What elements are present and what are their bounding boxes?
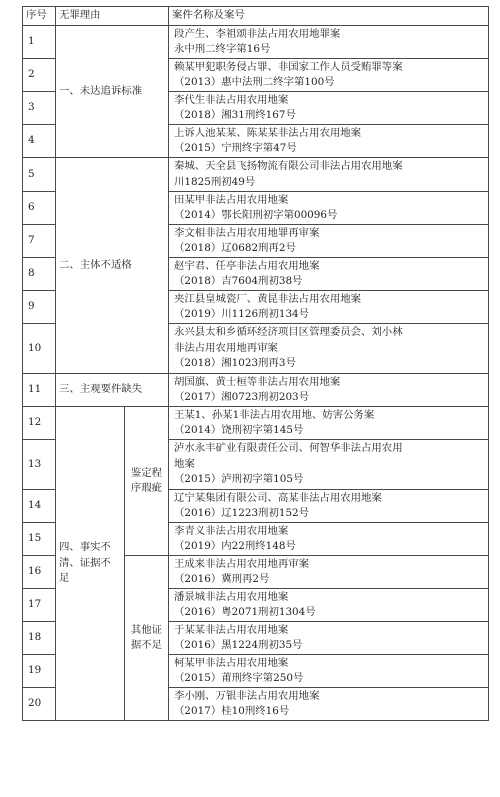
row-number: 11 [23,374,56,407]
case-cell [169,655,489,688]
case-name-cont: 地案 [174,457,195,470]
case-cell [169,556,489,589]
row-number: 6 [23,192,56,225]
case-number: 川1825刑初49号 [174,175,256,188]
case-number: （2015）莆刑终字第250号 [174,672,304,684]
case-cell [169,324,489,374]
case-number: （2016）黑1224刑初35号 [174,639,303,651]
case-name: 赖某甲犯职务侵占罪、非国家工作人员受贿罪等案 [174,60,403,73]
row-number: 16 [23,556,56,589]
case-cell [169,622,489,655]
case-number: （2016）粤2071刑初1304号 [174,606,316,618]
case-cell [169,225,489,258]
header-row [23,7,489,26]
case-name: 柯某甲非法占用农用地案 [174,656,289,669]
case-name: 夹江县皇城瓷厂、黄昆非法占用农用地案 [174,292,362,305]
row-number: 2 [23,59,56,92]
case-cell [169,589,489,622]
case-number: （2018）辽0682刑再2号 [174,242,296,254]
case-name: 赵宇君、任亭非法占用农用地案 [174,259,320,272]
reason-group-1: 一、未达追诉标准 [56,26,169,158]
case-number: （2018）湘31刑终167号 [174,109,296,121]
case-cell [169,258,489,291]
case-cell [169,92,489,125]
case-number: （2017）桂10刑终16号 [174,705,290,717]
case-number: （2018）吉7604刑初38号 [174,275,303,287]
reason-subgroup-other-evidence: 其他证据不足 [125,556,169,721]
case-cell [169,158,489,192]
row-number: 5 [23,158,56,192]
case-name: 泸水永丰矿业有限责任公司、何智华非法占用农用 [174,442,403,455]
case-cell [169,59,489,92]
case-number: （2014）饶刑初字第145号 [174,424,304,436]
row-number: 17 [23,589,56,622]
case-name: 秦城、天全县飞扬物流有限公司非法占用农用地案 [174,160,403,172]
case-number: （2015）宁刑终字第47号 [174,142,297,154]
case-name: 李小刚、万银非法占用农用地案 [174,689,320,702]
table-row [23,158,489,192]
row-number: 19 [23,655,56,688]
row-number: 9 [23,291,56,324]
reason-group-3: 三、主观要件缺失 [56,374,169,407]
case-name: 李代生非法占用农用地案 [174,93,289,106]
case-cell [169,192,489,225]
row-number: 12 [23,407,56,440]
case-number: （2017）湘0723刑初203号 [174,391,310,403]
case-number: 永中刑二终字第16号 [174,43,271,55]
case-number: （2016）辽1223刑初152号 [174,507,310,519]
reason-group-4: 四、事实不清、证据不足 [56,407,125,721]
reason-group-2: 二、主体不适格 [56,158,169,374]
case-name: 胡国旗、黄士桓等非法占用农用地案 [174,375,341,388]
case-cell [169,490,489,523]
row-number: 14 [23,490,56,523]
case-name-cont: 非法占用农用地再审案 [174,341,278,354]
header-reason: 无罪理由 [56,7,169,26]
case-name: 李青义非法占用农用地案 [174,524,289,537]
case-number: （2015）泸刑初字第105号 [174,473,304,486]
row-number: 20 [23,688,56,721]
case-cell [169,374,489,407]
case-number: （2018）湘1023刑再3号 [174,357,296,370]
case-number: （2016）冀刑再2号 [174,573,270,585]
row-number: 15 [23,523,56,556]
row-number: 13 [23,440,56,490]
case-cell [169,125,489,158]
row-number: 4 [23,125,56,158]
row-number: 18 [23,622,56,655]
case-cell [169,26,489,59]
row-number: 8 [23,258,56,291]
case-cell [169,407,489,440]
case-name: 王某1、孙某1非法占用农用地、妨害公务案 [174,408,375,421]
case-number: （2019）川1126刑初134号 [174,308,310,320]
case-name: 李文相非法占用农用地罪再审案 [174,226,320,239]
case-cell [169,291,489,324]
row-number: 1 [23,26,56,59]
row-number: 7 [23,225,56,258]
row-number: 3 [23,92,56,125]
case-name: 段产生、李祖颂非法占用农用地罪案 [174,27,341,40]
table-row [23,374,489,407]
case-name: 上诉人池某某、陈某某非法占用农用地案 [174,126,362,139]
case-number: （2019）内22刑终148号 [174,540,296,552]
header-no: 序号 [23,7,56,26]
header-case: 案件名称及案号 [169,7,489,26]
case-number: （2013）惠中法刑二终字第100号 [174,76,335,88]
case-name: 永兴县太和乡循环经济项目区管理委员会、刘小林 [174,326,403,339]
case-number: （2014）鄂长阳刑初字第00096号 [174,209,338,221]
acquittal-cases-table [22,6,489,721]
case-name: 田某甲非法占用农用地案 [174,193,289,206]
table-row [23,26,489,59]
case-name: 辽宁某集团有限公司、高某非法占用农用地案 [174,491,382,504]
case-cell [169,523,489,556]
reason-subgroup-appraisal: 鉴定程序瑕疵 [125,407,169,556]
table-row [23,407,489,440]
row-number: 10 [23,324,56,374]
case-cell [169,440,489,490]
case-name: 潘景城非法占用农用地案 [174,590,289,603]
case-name: 王成来非法占用农用地再审案 [174,557,310,570]
case-name: 于某某非法占用农用地案 [174,623,289,636]
case-cell [169,688,489,721]
